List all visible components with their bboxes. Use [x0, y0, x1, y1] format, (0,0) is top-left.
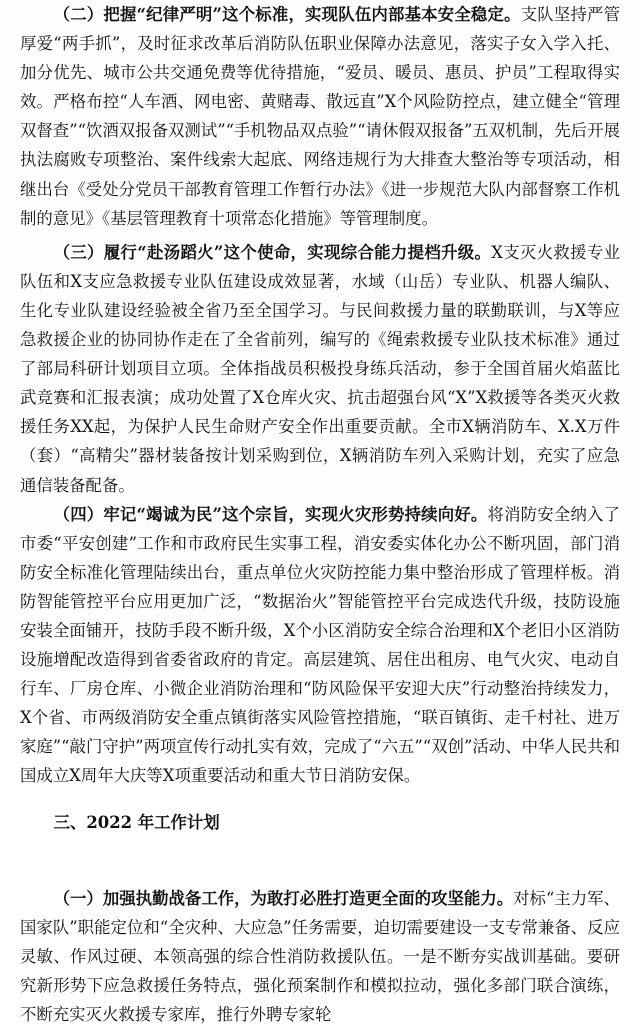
- paragraph-section-3: [20, 238, 620, 500]
- paragraph-body-plan-1: 对标“主力军、国家队”职能定位和“全灾种、大应急”任务需要，迫切需要建设一支专常兼备、反应灵敏、作风过硬、本领高强的综合性消防救援队伍。一是不断夯实战训基础。要研究新形势下应急救援任务特点，强化预案制作和模拟拉动，强化多部门联合演练，不断充实灭火救援专家库，推行外聘专家轮: [20, 888, 620, 1024]
- section-heading-gap-top: [20, 791, 620, 808]
- section-heading-work-plan: 三、2022 年工作计划: [53, 812, 220, 832]
- paragraph-plan-1: [20, 884, 620, 1029]
- paragraph-heading-4: （四）牢记“竭诚为民”这个宗旨，实现火灾形势持续向好。: [53, 504, 488, 524]
- document-text-column: [20, 0, 620, 1029]
- paragraph-section-2: [20, 0, 620, 233]
- paragraph-body-3: X支灭火救援专业队伍和X支应急救援专业队伍建设成效显著，水域（山岳）专业队、机器人编队、生化专业队建设经验被全省乃至全国学习。与民间救援力量的联勤联训，与X等应急救援企业的协同协作走在了全省前列，编写的《绳索救援专业队技术标准》通过了部局科研计划项目立项。全体指战员积极投身练兵活动，参于全国首届火焰蓝比武竞赛和汇报表演；成功处置了X仓库火灾、抗击超强台风“X”X救援等各类灭火救援任务XX起，为保护人民生命财产安全作出重要贡献。全市X辆消防车、X.X万件（套）“高精尖”器材装备按计划采购到位，X辆消防车列入采购计划，充实了应急通信装备配备。: [20, 242, 620, 495]
- paragraph-heading-3: （三）履行“赴汤蹈火”这个使命，实现综合能力提档升级。: [53, 242, 492, 262]
- section-heading-gap-bottom: [20, 837, 620, 884]
- paragraph-heading-2: （二）把握“纪律严明”这个标准，实现队伍内部基本安全稳定。: [53, 5, 521, 24]
- paragraph-body-4: 将消防安全纳入了市委“平安创建”工作和市政府民生实事工程，消安委实体化办公不断巩固，部门消防安全标准化管理陆续出台，重点单位火灾防控能力集中整治形成了管理样板。消防智能管控平台应用更加广泛，“数据治火”智能管控平台完成迭代升级，技防设施安装全面铺开，技防手段不断升级，X个小区消防安全综合治理和X个老旧小区消防设施增配改造得到省委省政府的肯定。高层建筑、居住出租房、电气火灾、电动自行车、厂房仓库、小微企业消防治理和“防风险保平安迎大庆”行动整治持续发力，X个省、市两级消防安全重点镇街落实风险管控措施，“联百镇街、走千村社、进万家庭”“敲门守护”两项宣传行动扎实有效，完成了“六五”“双创”活动、中华人民共和国成立X周年大庆等X项重要活动和重大节日消防安保。: [20, 504, 621, 786]
- paragraph-section-4: [20, 500, 620, 791]
- paragraph-body-2: 支队坚持严管厚爱“两手抓”，及时征求改革后消防队伍职业保障办法意见，落实子女入学入托、加分优先、城市公共交通免费等优待措施，“爱员、暖员、惠员、护员”工程取得实效。严格布控“人车酒、网电密、黄赌毒、散远直”X个风险防控点，建立健全“管理双督查”“饮酒双报备双测试”“手机物品双点验”“请休假双报备”五双机制，先后开展执法腐败专项整治、案件线索大起底、网络违规行为大排查大整治等专项活动，相继出台《受处分党员干部教育管理工作暂行办法》《进一步规范大队内部督察工作机制的意见》《基层管理教育十项常态化措施》等管理制度。: [20, 5, 621, 228]
- paragraph-heading-plan-1: （一）加强执勤战备工作，为敢打必胜打造更全面的攻坚能力。: [53, 888, 514, 908]
